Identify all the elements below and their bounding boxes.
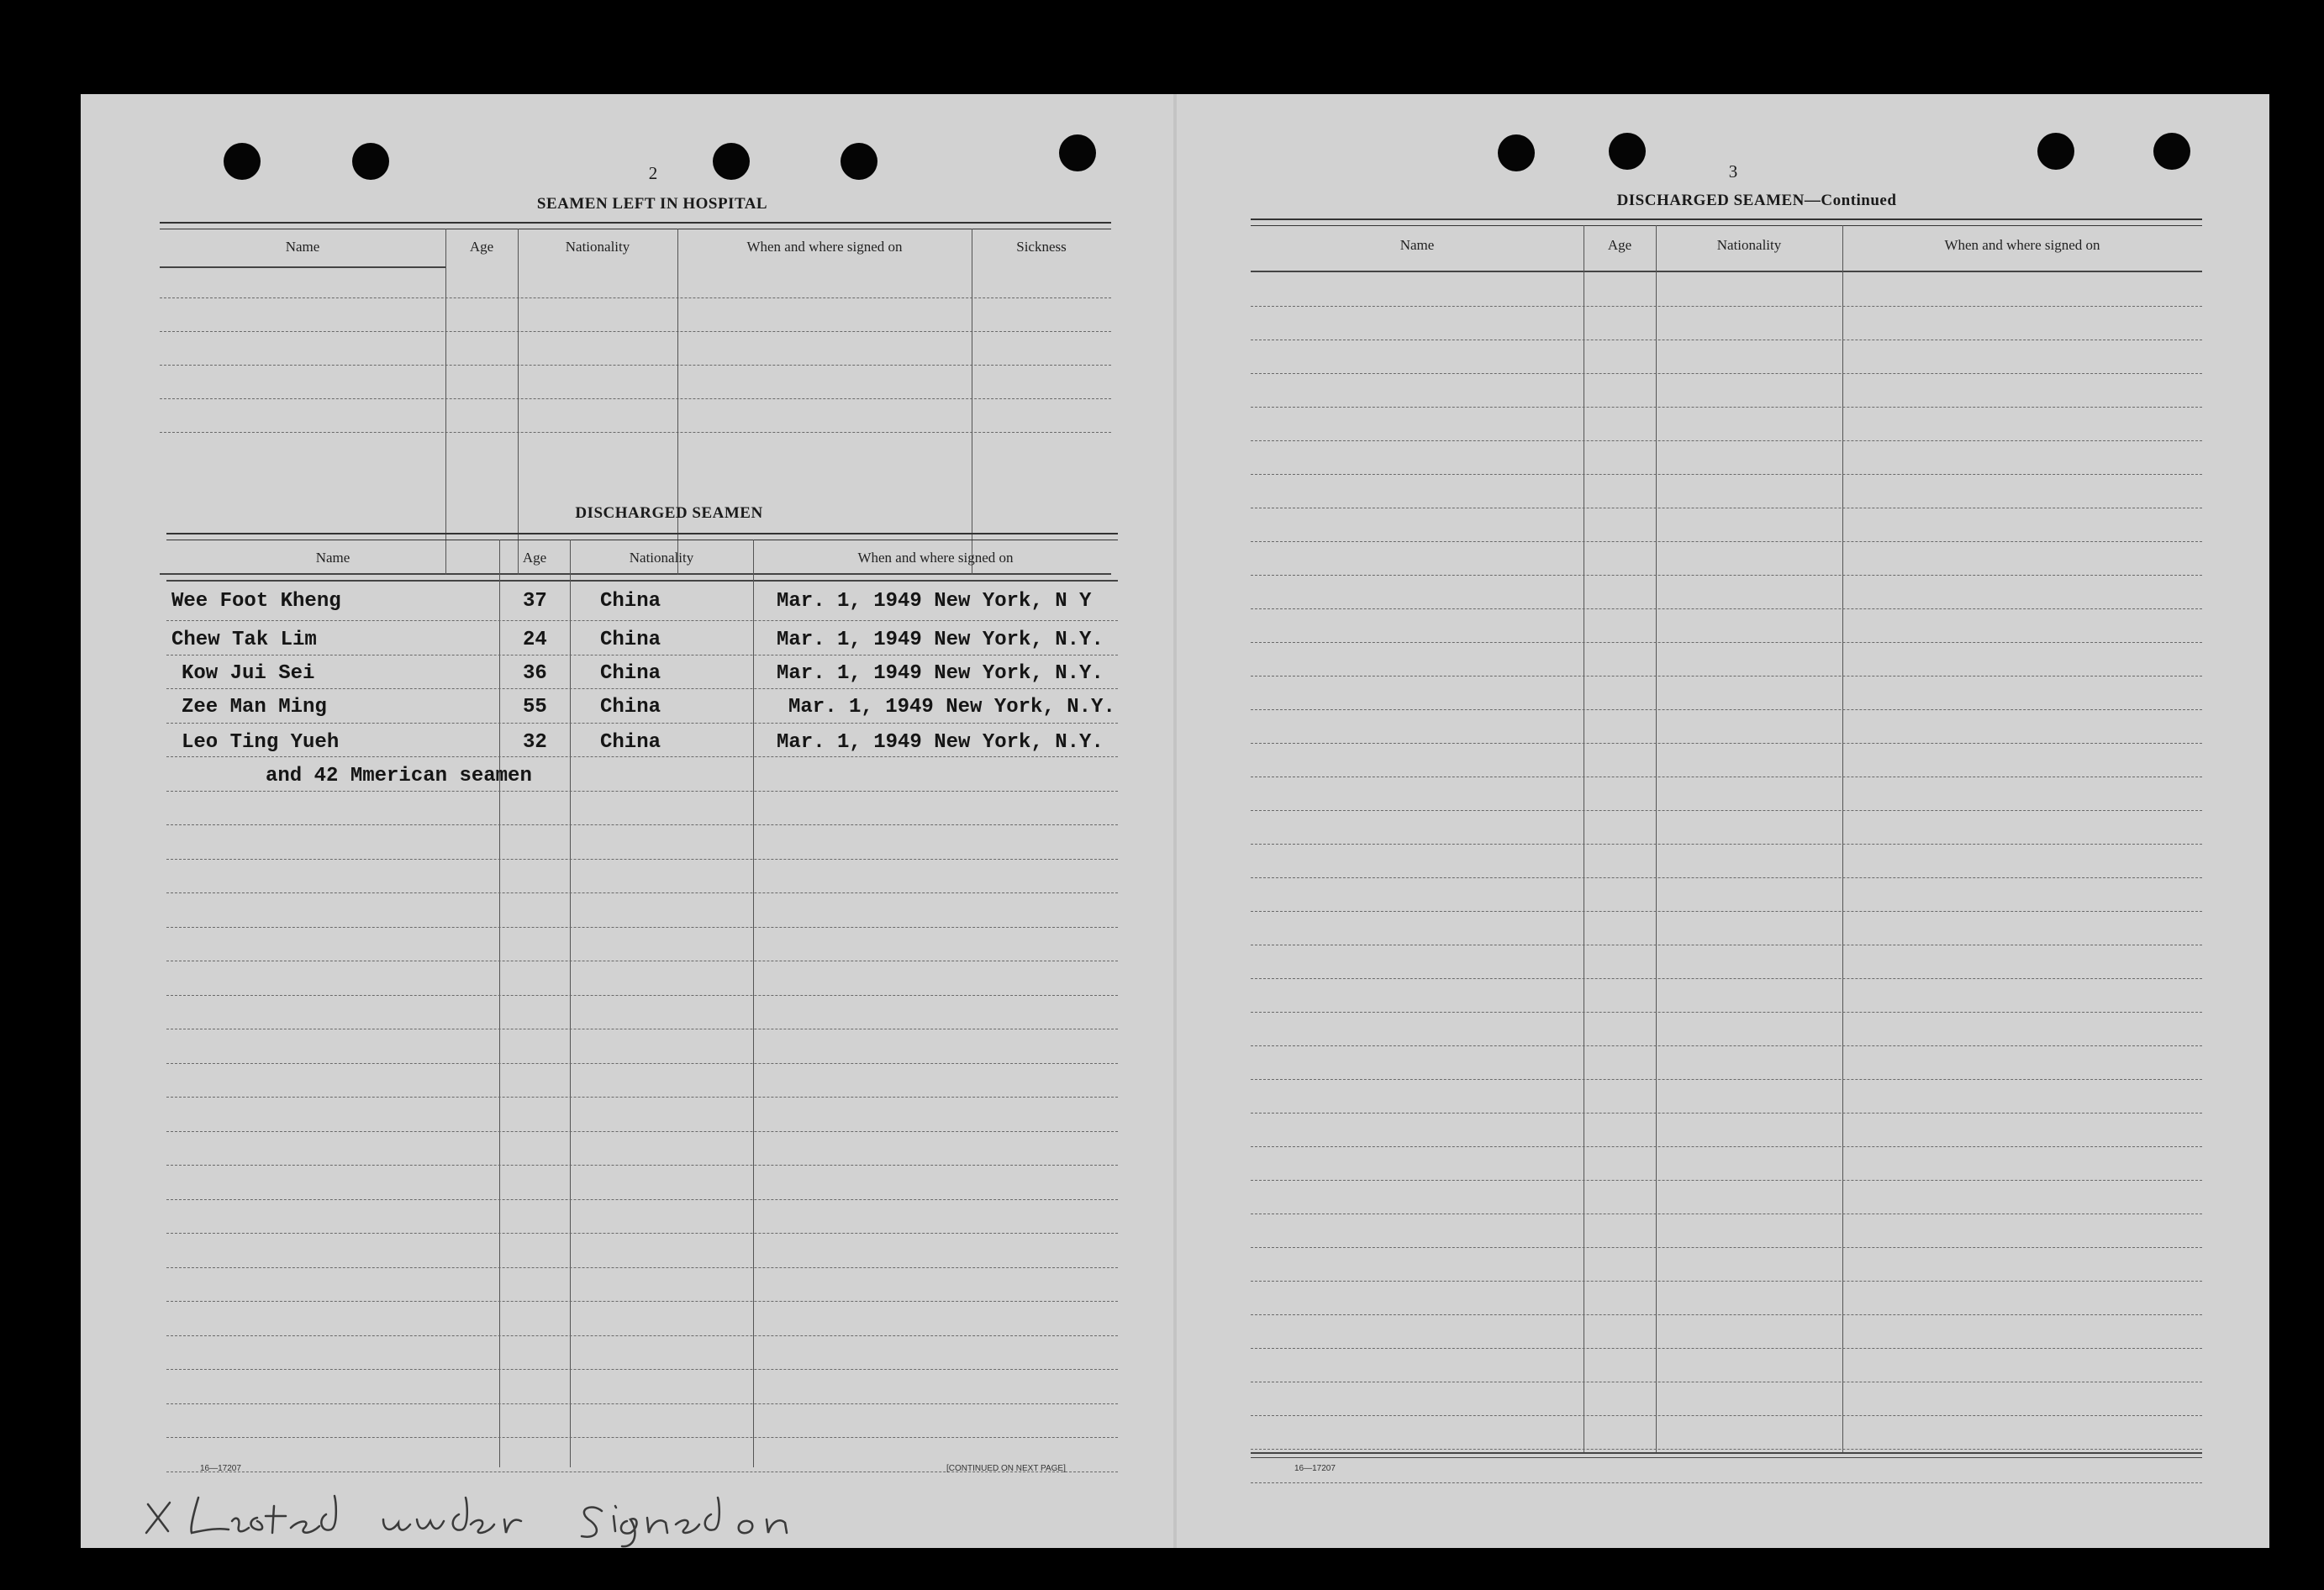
row-line: [1251, 1012, 2202, 1013]
row-line: [166, 859, 1118, 860]
punch-hole: [713, 143, 750, 180]
punch-hole: [352, 143, 389, 180]
row-line: [1251, 1415, 2202, 1416]
form-number: 16—17207: [200, 1464, 241, 1473]
row-line: [166, 791, 1118, 792]
continued-note: [CONTINUED ON NEXT PAGE]: [946, 1464, 1066, 1473]
signed-on: Mar. 1, 1949 New York, N.Y.: [777, 662, 1104, 685]
row-line: [1251, 474, 2202, 475]
row-line: [1251, 1348, 2202, 1349]
header-rule: [1251, 271, 2202, 272]
seaman-age: 37: [523, 590, 547, 613]
header-rule: [160, 266, 445, 268]
column-header: Age: [522, 550, 547, 566]
page-3: [1185, 94, 2269, 1548]
row-line: [166, 1063, 1118, 1064]
row-line: [166, 688, 1118, 689]
row-line: [1251, 1482, 2202, 1483]
page-fold: [1173, 94, 1177, 1548]
table-top-rule: [160, 222, 1111, 229]
seaman-name: Wee Foot Kheng: [171, 590, 341, 613]
column-divider: [445, 229, 446, 575]
punch-hole: [841, 143, 877, 180]
row-line: [166, 1097, 1118, 1098]
seaman-nationality: China: [600, 696, 661, 719]
row-line: [1251, 1180, 2202, 1181]
table-top-rule: [166, 533, 1118, 540]
signed-on: Mar. 1, 1949 New York, N.Y.: [788, 696, 1115, 719]
punch-hole: [224, 143, 261, 180]
seaman-name: Zee Man Ming: [182, 696, 327, 719]
row-line: [166, 723, 1118, 724]
discharged-continued-title: [1538, 192, 1975, 210]
row-line: [1251, 642, 2202, 643]
column-header: Nationality: [565, 239, 630, 255]
row-line: [1251, 541, 2202, 542]
title-bold: DISCHARGED SEAMEN: [1616, 192, 1805, 209]
hospital-section-title: SEAMEN LEFT IN HOSPITAL: [536, 195, 768, 213]
form-number: 16—17207: [1294, 1464, 1336, 1473]
column-header: Name: [1399, 237, 1435, 253]
column-divider: [518, 229, 519, 575]
row-line: [166, 1233, 1118, 1234]
seaman-name: Chew Tak Lim: [171, 629, 317, 651]
row-line: [166, 1301, 1118, 1302]
page-number: 2: [648, 163, 658, 183]
punch-hole: [1498, 134, 1535, 171]
row-line: [166, 927, 1118, 928]
column-header: When and where signed on: [746, 239, 903, 255]
row-line: [1251, 743, 2202, 744]
row-line: [1251, 1045, 2202, 1046]
row-line: [160, 297, 1111, 298]
row-line: [1251, 1079, 2202, 1080]
row-line: [1251, 1281, 2202, 1282]
column-header: Name: [285, 239, 320, 255]
row-line: [1251, 1146, 2202, 1147]
seaman-age: 24: [523, 629, 547, 651]
row-line: [1251, 1113, 2202, 1114]
row-line: [166, 824, 1118, 825]
column-divider: [1656, 225, 1657, 1452]
row-line: [1251, 306, 2202, 307]
column-divider: [753, 540, 754, 1467]
column-divider: [677, 229, 678, 575]
row-line: [1251, 709, 2202, 710]
seaman-nationality: China: [600, 731, 661, 754]
seaman-age: 32: [523, 731, 547, 754]
table-bottom-rule: [1251, 1452, 2202, 1454]
table-bottom-rule: [1251, 1457, 2202, 1458]
seaman-nationality: China: [600, 662, 661, 685]
page-number: 3: [1728, 161, 1738, 182]
signed-on: Mar. 1, 1949 New York, N.Y.: [777, 731, 1104, 754]
column-header: Age: [1607, 237, 1632, 253]
row-line: [160, 331, 1111, 332]
seaman-age: 36: [523, 662, 547, 685]
column-header: Name: [315, 550, 350, 566]
signed-on: Mar. 1, 1949 New York, N.Y.: [777, 629, 1104, 651]
punch-hole: [1609, 133, 1646, 170]
column-divider: [570, 540, 571, 1467]
document-sheet: [81, 94, 2269, 1548]
row-line: [1251, 911, 2202, 912]
title-continued: —Continued: [1804, 192, 1897, 209]
column-header: When and where signed on: [1944, 237, 2100, 253]
row-line: [166, 892, 1118, 893]
column-header: Nationality: [1716, 237, 1782, 253]
column-header: Nationality: [629, 550, 694, 566]
seaman-age: 55: [523, 696, 547, 719]
table-top-rule: [1251, 218, 2202, 226]
row-line: [160, 365, 1111, 366]
row-line: [166, 1267, 1118, 1268]
column-divider: [1842, 225, 1843, 1452]
discharged-table: [166, 533, 1118, 1477]
row-line: [1251, 407, 2202, 408]
row-line: [166, 1199, 1118, 1200]
signed-on: Mar. 1, 1949 New York, N Y: [777, 590, 1092, 613]
row-line: [1251, 608, 2202, 609]
row-line: [1251, 978, 2202, 979]
seaman-nationality: China: [600, 590, 661, 613]
row-line: [166, 1369, 1118, 1370]
seaman-name: Leo Ting Yueh: [182, 731, 340, 754]
page-2: [81, 94, 1165, 1548]
row-line: [1251, 440, 2202, 441]
column-header: When and where signed on: [857, 550, 1014, 566]
row-line: [166, 620, 1118, 621]
punch-hole: [2037, 133, 2074, 170]
row-line: [1251, 1449, 2202, 1450]
row-line: [1251, 575, 2202, 576]
row-line: [1251, 1247, 2202, 1248]
row-line: [160, 432, 1111, 433]
seaman-nationality: China: [600, 629, 661, 651]
column-header: Sickness: [1016, 239, 1067, 255]
row-line: [166, 1403, 1118, 1404]
row-line: [1251, 810, 2202, 811]
row-line: [1251, 1314, 2202, 1315]
discharged-section-title: DISCHARGED SEAMEN: [575, 504, 763, 522]
row-line: [166, 1131, 1118, 1132]
discharged-continued-table: [1251, 218, 2202, 1476]
row-line: [166, 756, 1118, 757]
row-line: [1251, 877, 2202, 878]
header-rule: [166, 580, 1118, 582]
row-line: [160, 398, 1111, 399]
row-line: [1251, 844, 2202, 845]
column-header: Age: [469, 239, 494, 255]
row-line: [1251, 676, 2202, 677]
row-line: [166, 1437, 1118, 1438]
handwritten-annotation: [131, 1472, 871, 1548]
row-line: [166, 1335, 1118, 1336]
punch-hole: [1059, 134, 1096, 171]
column-divider: [499, 540, 500, 1467]
row-line: [1251, 373, 2202, 374]
seaman-name: Kow Jui Sei: [182, 662, 315, 685]
punch-hole: [2153, 133, 2190, 170]
row-line: [166, 995, 1118, 996]
additional-seamen-note: and 42 Mmerican seamen: [266, 765, 532, 787]
row-line: [166, 1165, 1118, 1166]
